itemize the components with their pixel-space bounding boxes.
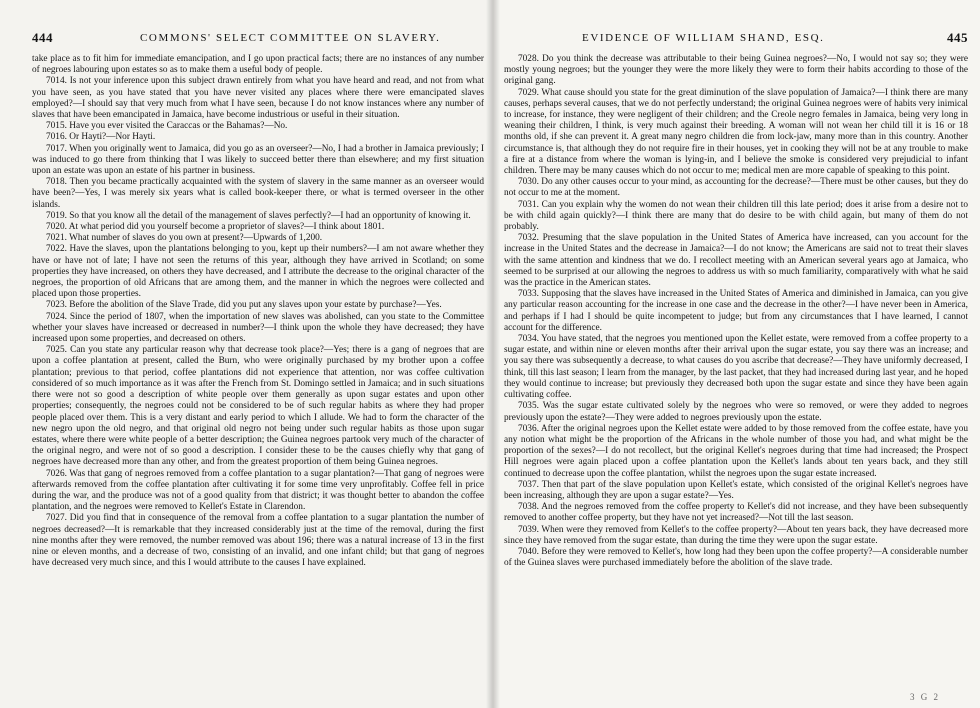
paragraph: 7022. Have the slaves, upon the plantations belonging to you, kept up their numbers?—I am not aware whether they have or have not of late; I have not seen the returns of this year, although they have arrived in Scotland; on some properties they have increased, on others they have decreased, and I attribute the decrease to the original character of the negroes, the proportion of old Africans that are among them, and the manner in which the negroes were collected and placed upon those properties. — [32, 244, 484, 300]
paragraph: 7025. Can you state any particular reason why that decrease took place?—Yes; there is a gang of negroes that are upon a coffee plantation at present, called the Burn, who were originally purchased by my brother upon a coffee plantation; previous to that period, coffee plantations did not experience that attention, nor was coffee cultivation considered of so much importance as it was after the French from St. Domingo settled in Jamaica; and in such situations there were not so good a description of white people over them generally as upon sugar estates and upon other properties; consequently, the negroes could not be considered to be of such regular habits as where they had proper people placed over them. This is a very distant and early period to which I allude. We had to form the character of the new negro upon the old negro, and that original old negro not being under such regular habits as those upon sugar estates, where there were white people of a better description; the Guinea negroes partook very much of the character of the original negro, and were not of so good a description. I consider these to be the causes chiefly why that gang of negroes have decreased more than any other, and from the greatest proportion of them being Guinea negroes. — [32, 345, 484, 468]
paragraph: 7020. At what period did you yourself become a proprietor of slaves?—I think about 1801. — [46, 222, 385, 233]
paragraph: 7017. When you originally went to Jamaica, did you go as an overseer?—No, I had a brother in Jamaica previously; I was induced to go there from thinking that I was likely to succeed better there than elsewhere; and my first situation upon an estate was upon an estate of his partner in business. — [32, 143, 484, 177]
paragraph: 7026. Was that gang of negroes removed from a coffee plantation to a sugar plantation?—That gang of negroes were afterwards removed from the coffee plantation after cultivating it for some time very unprofitably. Coffee fell in price during the war, and the produce was not of a good quality from that district; it was thought better to abandon the coffee plantation, and the negroes were removed to Kellet's Estate in Clarendon. — [32, 468, 484, 513]
right-page — [492, 0, 980, 708]
paragraph: 7029. What cause should you state for the great diminution of the slave population of Jamaica?—I think there are many causes, perhaps several causes, that we do not perfectly understand; the original Guinea negroes were of habits very inimical to increase, for instance, they were negligent of their children; and the Creole negro females in Jamaica, being very long in weaning their children, I think, is very much against their breeding. A woman will not wean her child till it is 16 or 18 months old, if she can prevent it. A great many negro children die from lock-jaw, many more than in this country. Another circumstance is, that although they do not require fire in their houses, yet in cooking they will not be at any trouble to make a fire at a distance from where the woman is lying-in, and I believe the smoke is considered very prejudicial to infant children. There may be many causes which do not occur to me; medical men are more capable of speaking to this point. — [504, 87, 968, 177]
paragraph: 7034. You have stated, that the negroes you mentioned upon the Kellet estate, were removed from a coffee property to a sugar estate, and within nine or eleven months after their arrival upon the sugar estate, you say there was an increase; and you say there was subsequently a decrease, to what causes do you ascribe that decrease?—They have uniformly decreased, I think, till this last season; I learn from the manager, by the last packet, that they had increased during last year, and he hoped they would continue to increase; but previously they decreased both upon the sugar estate and since they have been again cultivating coffee. — [504, 334, 968, 401]
paragraph: 7016. Or Hayti?—Nor Hayti. — [46, 132, 156, 143]
paragraph: 7027. Did you find that in consequence of the removal from a coffee plantation to a sugar plantation the number of negroes decreased?—It is remarkable that they increased considerably just at the time of the removal, during the first nine months after they were removed, the number removed was about 196; there was a natural increase of 13 in the first nine or eleven months, and a decrease of two, consisting of an invalid, and one infant child; but that gang of negroes have decreased very much since, and this I would attribute to the causes I have explained. — [32, 513, 484, 569]
paragraph: take place as to fit him for immediate emancipation, and I go upon practical facts; there are no instances of any number of negroes labouring upon estates so as to make them a useful body of people. — [32, 54, 484, 76]
paragraph: 7040. Before they were removed to Kellet's, how long had they been upon the coffee property?—A considerable number of the Guinea slaves were purchased immediately before the abolition of the slave trade. — [504, 546, 968, 569]
left-page-number: 444 — [32, 30, 53, 45]
paragraph: 7028. Do you think the decrease was attributable to their being Guinea negroes?—No, I would not say so; they were mostly young negroes; but the younger they were the more likely they were to form their habits according to those of the original gang. — [504, 54, 968, 87]
paragraph: 7035. Was the sugar estate cultivated solely by the negroes who were so removed, or were they added to negroes previously upon the estate?—They were added to negroes previously upon the estate. — [504, 401, 968, 423]
paragraph: 7014. Is not your inference upon this subject drawn entirely from what you have heard and read, and not from what you have seen, as you have stated that you have never visited any places where there were emancipated slaves employed?—I should say that very much from what I have seen, because I do not know instances where any number of slaves that have been emancipated in Jamaica, have become industrious or useful in their situation. — [32, 76, 484, 121]
paragraph: 7024. Since the period of 1807, when the importation of new slaves was abolished, can you state to the Committee whether your slaves have increased or decreased in number?—I think upon the whole they have decreased; they have increased upon some properties, and decreased on others. — [32, 311, 484, 345]
paragraph: 7018. Then you became practically acquainted with the system of slavery in the same manner as an overseer would have been?—Yes, I was merely six years what is called book-keeper there, or what is termed overseer in the other islands. — [32, 177, 484, 210]
right-page-number: 445 — [947, 30, 968, 45]
paragraph: 7021. What number of slaves do you own at present?—Upwards of 1,200. — [46, 233, 323, 244]
right-running-head: EVIDENCE OF WILLIAM SHAND, ESQ. — [582, 32, 825, 44]
left-page-text — [32, 54, 484, 569]
paragraph: 7015. Have you ever visited the Caraccas or the Bahamas?—No. — [46, 121, 288, 132]
paragraph: 7037. Then that part of the slave population upon Kellet's estate, which consisted of the original Kellet's negroes have been increasing, although they are upon a sugar estate?—Yes. — [504, 479, 968, 501]
paragraph: 7030. Do any other causes occur to your mind, as accounting for the decrease?—There must be other causes, but they do not occur to me at the moment. — [504, 177, 968, 199]
paragraph: 7033. Supposing that the slaves have increased in the United States of America and diminished in Jamaica, can you give any particular reason accounting for the increase in one case and the decrease in the other?—I have never been in America, and perhaps if I had I should be quite incompetent to judge; but from any circumstances that I have learned, I cannot account for the difference. — [504, 289, 968, 333]
paragraph: 7032. Presuming that the slave population in the United States of America have increased, can you account for the increase in the United States and the decrease in Jamaica?—I do not know; the Americans are said not to treat their slaves with the same attention and kindness that we do. I recollect meeting with an American several years ago at Jamaica, who seemed to be surprised at our allowing the negroes to address us with so much familiarity, comparatively with what he said was the practice in the American states. — [504, 233, 968, 289]
paragraph: 7023. Before the abolition of the Slave Trade, did you put any slaves upon your estate by purchase?—Yes. — [46, 300, 442, 311]
paragraph: 7038. And the negroes removed from the coffee property to Kellet's did not increase, and they have been subsequently removed to another coffee property, but they have not yet increased?—Not till the last season. — [504, 502, 968, 524]
paragraph: 7039. When were they removed from Kellet's to the coffee property?—About ten years back, they have decreased more since they have removed from the sugar estate, than during the time they were upon the sugar estate. — [504, 524, 968, 546]
signature-mark: 3 G 2 — [910, 692, 940, 702]
book-gutter — [486, 0, 500, 708]
right-page-text — [504, 54, 968, 569]
paragraph: 7036. After the original negroes upon the Kellet estate were added to by those removed from the coffee estate, have you any notion what might be the proportion of the Africans in the whole number of those you had, and what might be the proportion of the sexes?—I do not recollect, but the original Kellet's negroes during that time had increased; the Prospect Hill negroes were again placed upon a coffee plantation upon the Kellet's lands about ten years back, and they still continued to decrease upon the coffee plantation, whilst the negroes upon the sugar estate increased. — [504, 423, 968, 479]
paragraph: 7019. So that you know all the detail of the management of slaves perfectly?—I had an opportunity of knowing it. — [46, 210, 471, 221]
paragraph: 7031. Can you explain why the women do not wean their children till this late period; does it arise from a desire not to be with child again quickly?—I think there are many that do desire to be with child again, but many of them do not probably. — [504, 199, 968, 233]
left-running-head: COMMONS' SELECT COMMITTEE ON SLAVERY. — [140, 32, 441, 44]
